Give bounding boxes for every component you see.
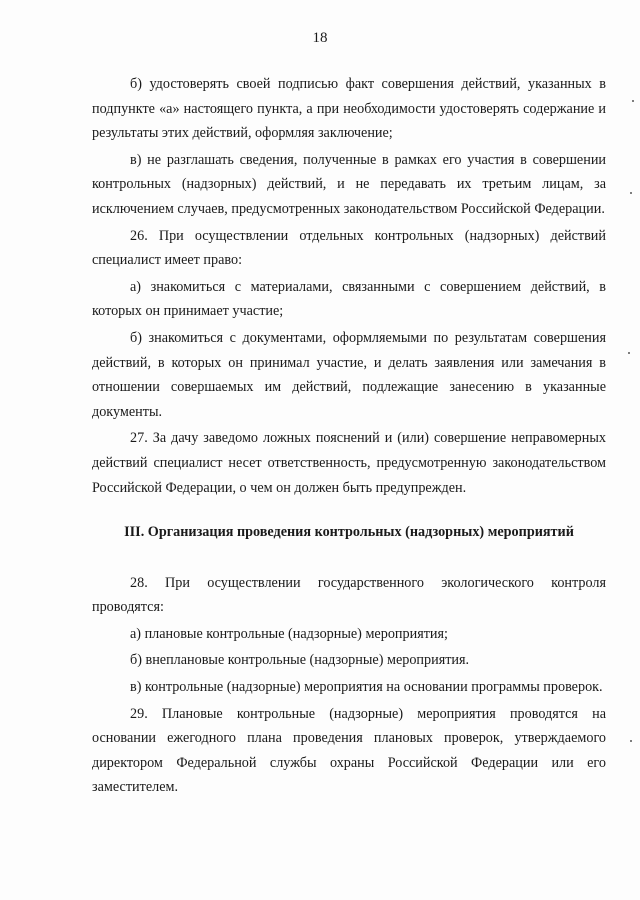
paragraph-29: 29. Плановые контрольные (надзорные) мероприятия проводятся на основании ежегодного плана проведения плановых проверок, утверждаемого директором Федеральной службы охраны Российской Федерации или его заместителем.	[92, 705, 606, 796]
section-heading: III. Организация проведения контрольных (надзорных) мероприятий	[124, 524, 574, 541]
scan-speck	[628, 352, 630, 354]
paragraph-26b: б) знакомиться с документами, оформляемыми по результатам совершения действий, в которых он принимал участие, и делать заявления или замечания в отношении совершаемых им действий, подлежащие занесению в указанные документы.	[92, 329, 606, 420]
paragraph-26: 26. При осуществлении отдельных контрольных (надзорных) действий специалист имеет право:	[92, 227, 606, 269]
paragraph-28: 28. При осуществлении государственного экологического контроля проводятся:	[92, 574, 606, 616]
page-number: 18	[312, 30, 328, 46]
paragraph-28a: а) плановые контрольные (надзорные) мероприятия;	[130, 625, 448, 642]
document-body	[92, 72, 606, 802]
paragraph-28v: в) контрольные (надзорные) мероприятия на основании программы проверок.	[130, 679, 603, 696]
paragraph-28b: б) внеплановые контрольные (надзорные) мероприятия.	[130, 652, 470, 669]
paragraph-26a: а) знакомиться с материалами, связанными с совершением действий, в которых он принимает участие;	[92, 278, 606, 320]
scan-speck	[630, 740, 632, 742]
paragraph-25b: б) удостоверять своей подписью факт совершения действий, указанных в подпункте «а» настоящего пункта, а при необходимости удостоверять содержание и результаты этих действий, оформляя заключение;	[92, 76, 606, 142]
scan-speck	[632, 100, 634, 102]
paragraph-27: 27. За дачу заведомо ложных пояснений и (или) совершение неправомерных действий специалист несет ответственность, предусмотренную законодательством Российской Федерации, о чем он должен быть предупрежден.	[92, 430, 606, 496]
paragraph-25v: в) не разглашать сведения, полученные в рамках его участия в совершении контрольных (надзорных) действий, и не передавать их третьим лицам, за исключением случаев, предусмотренных законодательством Российской Федерации.	[92, 151, 606, 217]
scan-speck	[630, 192, 632, 194]
